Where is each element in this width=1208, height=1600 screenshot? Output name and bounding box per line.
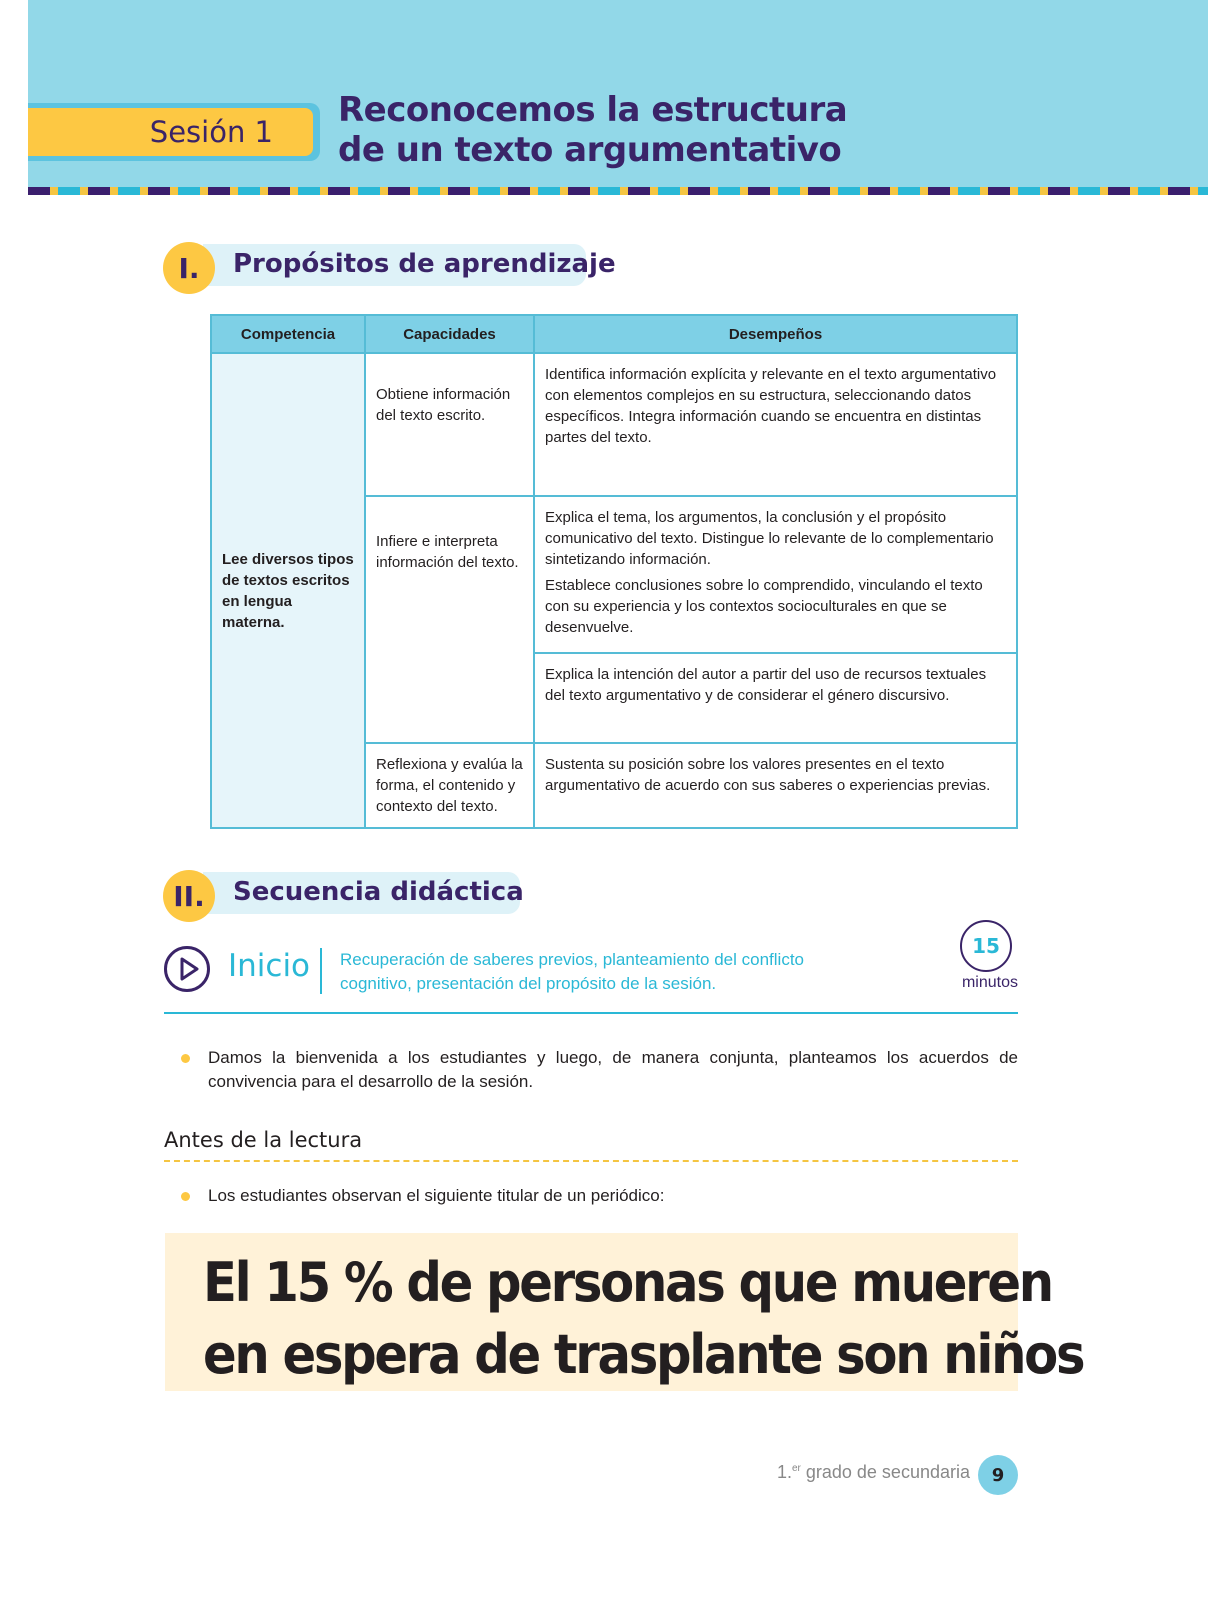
section-title: Secuencia didáctica [233,877,524,907]
subsection-dashed-line [164,1160,1018,1162]
section-title: Propósitos de aprendizaje [233,249,616,279]
grade-superscript: er [791,1463,801,1474]
inicio-block [164,934,1018,1014]
desempeno-cell: Identifica información explícita y relevante en el texto argumentativo con elementos complejos en su estructura, seleccionando datos específicos. Integra información cuando se encuentra en distintas partes del texto. [534,353,1017,496]
grade-text: grado de secundaria [800,1462,970,1482]
bullet-icon [181,1054,190,1063]
timer-value: 15 [972,934,1000,958]
inicio-label: Inicio [228,948,311,984]
subsection-title: Antes de la lectura [164,1128,363,1152]
headline-line2: en espera de trasplante son niños [203,1323,1084,1386]
learning-purposes-table [210,314,1018,829]
column-header-desempenos: Desempeños [534,315,1017,353]
timer-unit: minutos [961,974,1018,991]
column-header-competencia: Competencia [211,315,365,353]
section-title-pill [203,872,524,914]
inicio-description-line1: Recuperación de saberes previos, planteamiento del conflicto [340,950,804,969]
desempeno-paragraph: Explica el tema, los argumentos, la conclusión y el propósito comunicativo del texto. Distingue lo relevante de lo complementario sintetizando información. [545,509,994,568]
grade-number: 1. [776,1462,792,1482]
newspaper-headline [203,1247,1083,1391]
capacidad-cell: Reflexiona y evalúa la forma, el contenido y contexto del texto. [365,743,534,828]
section-number: II. [163,870,215,922]
timer-icon [960,920,1012,972]
section-heading-1 [163,242,616,288]
header-dashed-strip [28,187,1208,195]
footer-grade [777,1462,970,1483]
table-row [211,353,1017,496]
section-number: I. [163,242,215,294]
headline-line1: El 15 % de personas que mueren [203,1251,1052,1314]
play-icon [164,946,210,992]
bullet-text: Damos la bienvenida a los estudiantes y luego, de manera conjunta, planteamos los acuerdos de convivencia para el desarrollo de la sesión. [208,1048,1018,1091]
desempeno-cell: Explica la intención del autor a partir del uso de recursos textuales del texto argumentativo y de considerar el género discursivo. [534,653,1017,743]
session-label: Sesión 1 [28,108,313,156]
page-number: 9 [978,1455,1018,1495]
session-tab [28,103,320,161]
inicio-underline [164,1012,1018,1014]
bullet-icon [181,1192,190,1201]
list-item [186,1046,1018,1096]
newspaper-headline-box [165,1233,1084,1391]
page-title [338,90,847,170]
section-heading-2 [163,870,523,916]
capacidad-cell: Obtiene información del texto escrito. [365,353,534,496]
section-title-pill [203,244,616,286]
inicio-description [340,948,804,996]
desempeno-cell: Sustenta su posición sobre los valores presentes en el texto argumentativo de acuerdo con sus saberes o experiencias previas. [534,743,1017,828]
page-title-line2: de un texto argumentativo [338,130,842,170]
list-item [186,1184,1018,1210]
column-header-capacidades: Capacidades [365,315,534,353]
bullet-text: Los estudiantes observan el siguiente titular de un periódico: [208,1186,665,1205]
desempeno-paragraph: Establece conclusiones sobre lo comprendido, vinculando el texto con su experiencia y los contextos socioculturales en que se desenvuelve. [545,577,983,636]
inicio-description-line2: cognitivo, presentación del propósito de la sesión. [340,974,717,993]
capacidad-cell: Infiere e interpreta información del texto. [365,496,534,743]
competencia-cell: Lee diversos tipos de textos escritos en lengua materna. [211,353,365,828]
page-title-line1: Reconocemos la estructura [338,90,848,130]
desempeno-cell [534,496,1017,653]
inicio-separator [320,948,322,994]
table-header-row [211,315,1017,353]
